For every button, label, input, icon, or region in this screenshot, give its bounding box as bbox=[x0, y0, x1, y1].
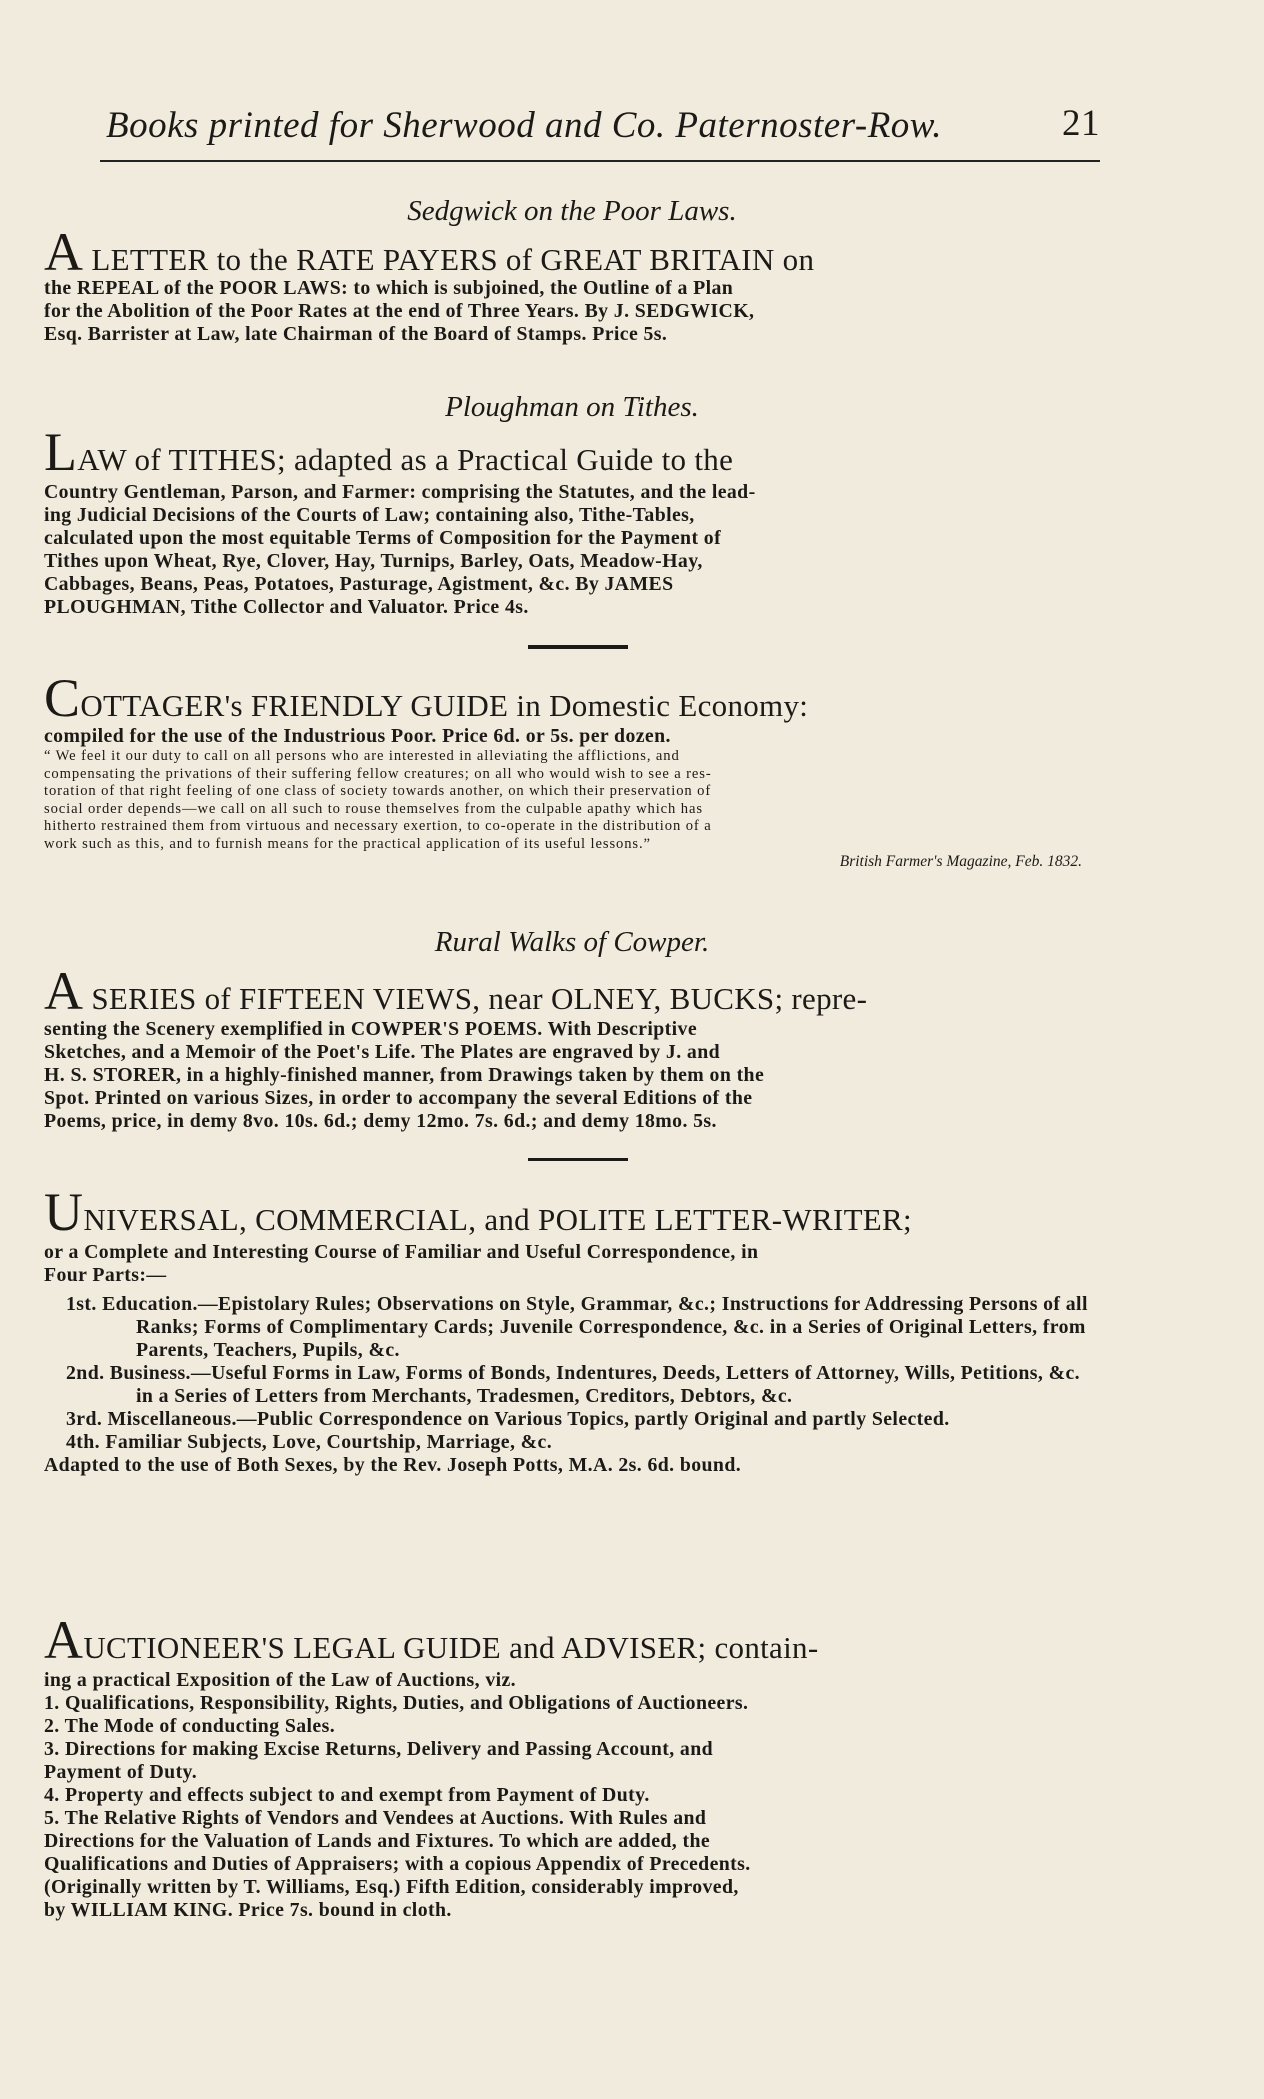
text-line: (Originally written by T. Williams, Esq.) Fifth Edition, considerably improved, bbox=[44, 1876, 739, 1898]
lead-line: A SERIES of FIFTEEN VIEWS, near OLNEY, BUCKS; repre- bbox=[44, 961, 868, 1021]
text-line: the REPEAL of the POOR LAWS: to which is subjoined, the Outline of a Plan bbox=[44, 277, 734, 299]
text-line: ing a practical Exposition of the Law of Auctions, viz. bbox=[44, 1669, 517, 1691]
text-line: for the Abolition of the Poor Rates at the end of Three Years. By J. SEDGWICK, bbox=[44, 300, 755, 322]
drop-capital: A bbox=[44, 1610, 84, 1670]
text-line: 4. Property and effects subject to and exempt from Payment of Duty. bbox=[44, 1784, 650, 1806]
text-line: senting the Scenery exemplified in COWPER'S POEMS. With Descriptive bbox=[44, 1018, 697, 1040]
drop-capital: C bbox=[44, 668, 81, 728]
text-line: 2. The Mode of conducting Sales. bbox=[44, 1715, 336, 1737]
part-item: 2nd. Business.—Useful Forms in Law, Forms of Bonds, Indentures, Deeds, Letters of Attorney, Wills, Petitions, &c. in a Series of Letters from Merchants, Tradesmen, Creditors, Debtors, &c. bbox=[66, 1362, 1080, 1407]
text-line: Directions for the Valuation of Lands and Fixtures. To which are added, the bbox=[44, 1830, 711, 1852]
text-line: Country Gentleman, Parson, and Farmer: comprising the Statutes, and the lead- bbox=[44, 481, 756, 503]
body-text bbox=[44, 481, 1100, 619]
text-line: Poems, price, in demy 8vo. 10s. 6d.; demy 12mo. 7s. 6d.; and demy 18mo. 5s. bbox=[44, 1110, 717, 1132]
body-text bbox=[44, 277, 1100, 346]
part-item: 4th. Familiar Subjects, Love, Courtship, Marriage, &c. bbox=[66, 1431, 553, 1453]
text-line: by WILLIAM KING. Price 7s. bound in cloth. bbox=[44, 1899, 452, 1921]
body-text bbox=[44, 1669, 1100, 1922]
text-line: 1. Qualifications, Responsibility, Rights, Duties, and Obligations of Auctioneers. bbox=[44, 1692, 749, 1714]
text-line: Qualifications and Duties of Appraisers; with a copious Appendix of Precedents. bbox=[44, 1853, 751, 1875]
lead-line: COTTAGER's FRIENDLY GUIDE in Domestic Economy: bbox=[44, 668, 809, 728]
lead-line: UNIVERSAL, COMMERCIAL, and POLITE LETTER-WRITER; bbox=[44, 1182, 912, 1242]
lead-line: AUCTIONEER'S LEGAL GUIDE and ADVISER; contain- bbox=[44, 1610, 819, 1670]
text-line: ing Judicial Decisions of the Courts of Law; containing also, Tithe-Tables, bbox=[44, 504, 695, 526]
drop-capital: A bbox=[44, 961, 84, 1021]
text-line: 5. The Relative Rights of Vendors and Vendees at Auctions. With Rules and bbox=[44, 1807, 707, 1829]
text-line: Esq. Barrister at Law, late Chairman of the Board of Stamps. Price 5s. bbox=[44, 323, 668, 345]
drop-capital: L bbox=[44, 422, 78, 482]
running-header bbox=[100, 100, 1100, 162]
body-text bbox=[44, 1241, 1100, 1477]
advert-cottager bbox=[44, 668, 1100, 871]
text-line: PLOUGHMAN, Tithe Collector and Valuator. Price 4s. bbox=[44, 596, 529, 618]
quote-line: compensating the privations of their suffering fellow creatures; on all who would wish to see a res- bbox=[44, 765, 712, 782]
quote-line: work such as this, and to furnish means for the practical application of its useful lessons.” bbox=[44, 835, 651, 852]
running-title: Books printed for Sherwood and Co. Paternoster-Row. bbox=[106, 105, 942, 146]
lead-line: LAW of TITHES; adapted as a Practical Guide to the bbox=[44, 422, 734, 482]
advert-rural-walks bbox=[44, 925, 1100, 1133]
section-title: Ploughman on Tithes. bbox=[445, 391, 699, 423]
page-number: 21 bbox=[1062, 103, 1100, 144]
quote-line: social order depends—we call on all such to rouse themselves from the culpable apathy which has bbox=[44, 800, 703, 817]
text-line: Spot. Printed on various Sizes, in order to accompany the several Editions of the bbox=[44, 1087, 753, 1109]
lead-line: A LETTER to the RATE PAYERS of GREAT BRITAIN on bbox=[44, 222, 815, 282]
text-line: Payment of Duty. bbox=[44, 1761, 198, 1783]
part-item: 3rd. Miscellaneous.—Public Correspondence on Various Topics, partly Original and partly Selected. bbox=[66, 1408, 950, 1430]
part-item: 1st. Education.—Epistolary Rules; Observations on Style, Grammar, &c.; Instructions for Addressing Persons of all Ranks; Forms of Complimentary Cards; Juvenile Correspondence, &c. in a Series of Original Letters, from Parents, Teachers, Pupils, &c. bbox=[66, 1293, 1088, 1361]
text-line: compiled for the use of the Industrious Poor. Price 6d. or 5s. per dozen. bbox=[44, 725, 671, 747]
advert-sedgwick bbox=[44, 194, 1100, 346]
section-title: Sedgwick on the Poor Laws. bbox=[407, 195, 737, 227]
section-title: Rural Walks of Cowper. bbox=[434, 926, 710, 958]
drop-capital: A bbox=[44, 222, 84, 282]
text-line: H. S. STORER, in a highly-finished manner, from Drawings taken by them on the bbox=[44, 1064, 765, 1086]
advert-ploughman bbox=[44, 390, 1100, 619]
body-text bbox=[44, 1018, 1100, 1133]
text-line: Four Parts:— bbox=[44, 1264, 167, 1286]
text-line: Sketches, and a Memoir of the Poet's Life. The Plates are engraved by J. and bbox=[44, 1041, 720, 1063]
testimonial-quote bbox=[44, 748, 1100, 853]
text-line: Tithes upon Wheat, Rye, Clover, Hay, Turnips, Barley, Oats, Meadow-Hay, bbox=[44, 550, 703, 572]
text-line: Cabbages, Beans, Peas, Potatoes, Pasturage, Agistment, &c. By JAMES bbox=[44, 573, 674, 595]
closing-line: Adapted to the use of Both Sexes, by the Rev. Joseph Potts, M.A. 2s. 6d. bound. bbox=[44, 1454, 742, 1476]
section-divider bbox=[528, 645, 628, 649]
section-divider bbox=[528, 1158, 628, 1161]
quote-source: British Farmer's Magazine, Feb. 1832. bbox=[839, 853, 1082, 870]
quote-line: “ We feel it our duty to call on all persons who are interested in alleviating the afflictions, and bbox=[44, 748, 680, 764]
drop-capital: U bbox=[44, 1182, 84, 1242]
text-line: calculated upon the most equitable Terms of Composition for the Payment of bbox=[44, 527, 722, 549]
advert-letter-writer bbox=[44, 1182, 1100, 1477]
text-line: 3. Directions for making Excise Returns, Delivery and Passing Account, and bbox=[44, 1738, 714, 1760]
advert-auctioneer bbox=[44, 1610, 1100, 1922]
quote-line: toration of that right feeling of one class of society towards another, on which their preservation of bbox=[44, 783, 712, 799]
quote-line: hitherto restrained them from virtuous and necessary exertion, to co-operate in the distribution of a bbox=[44, 818, 712, 834]
text-line: or a Complete and Interesting Course of Familiar and Useful Correspondence, in bbox=[44, 1241, 759, 1263]
